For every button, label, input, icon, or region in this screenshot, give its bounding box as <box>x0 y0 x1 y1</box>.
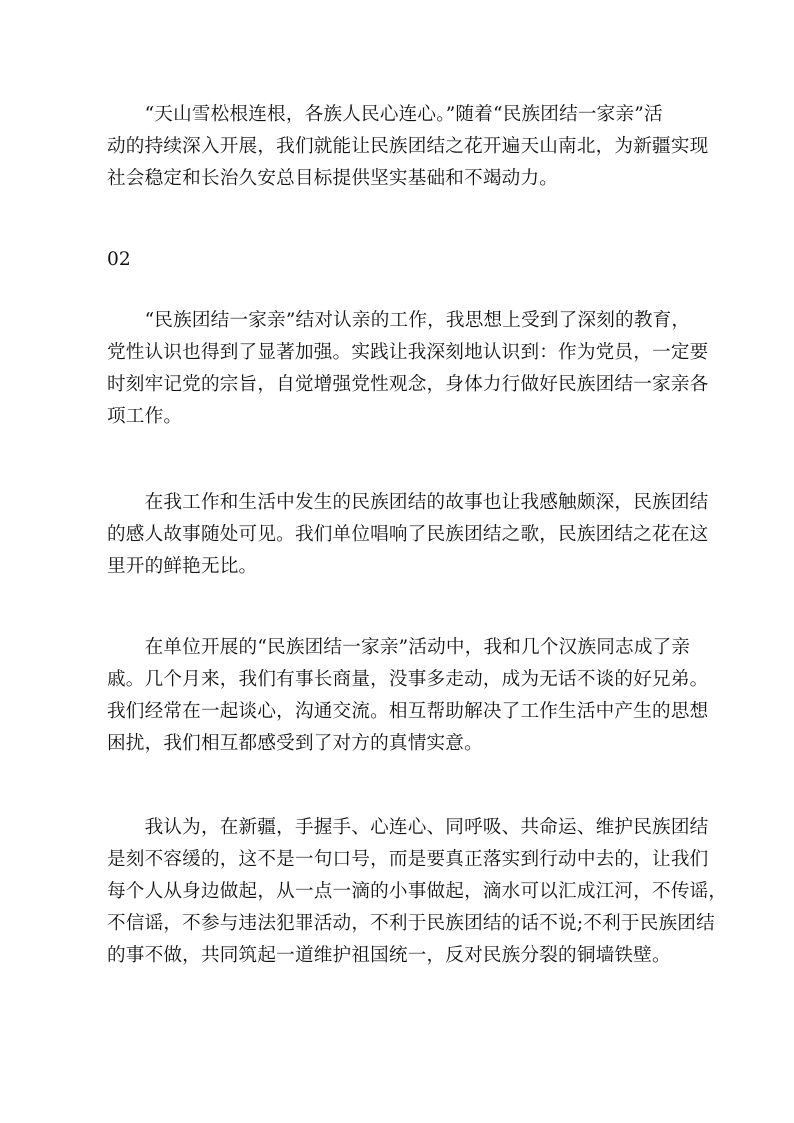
paragraph-line: 动的持续深入开展，我们就能让民族团结之花开遍天山南北，为新疆实现 <box>107 136 709 157</box>
paragraph-line: 在我工作和生活中发生的民族团结的故事也让我感触颇深，民族团结 <box>107 492 709 513</box>
paragraph-line: 党性认识也得到了显著加强。实践让我深刻地认识到：作为党员，一定要 <box>107 342 709 363</box>
paragraph-line: 的事不做，共同筑起一道维护祖国统一，反对民族分裂的铜墙铁壁。 <box>107 945 671 966</box>
paragraph-line: 是刻不容缓的，这不是一句口号，而是要真正落实到行动中去的，让我们 <box>107 849 709 870</box>
paragraph-line: 项工作。 <box>107 406 183 427</box>
paragraph-line: 社会稳定和长治久安总目标提供坚实基础和不竭动力。 <box>107 168 559 189</box>
section-number: 02 <box>107 249 131 270</box>
paragraph-party-awareness <box>107 305 707 433</box>
paragraph-line: 里开的鲜艳无比。 <box>107 556 258 577</box>
paragraph-line: 不信谣，不参与违法犯罪活动，不利于民族团结的话不说;不利于民族团结 <box>107 913 715 934</box>
intro-paragraph <box>107 99 707 195</box>
paragraph-line: 时刻牢记党的宗旨，自觉增强党性观念，身体力行做好民族团结一家亲各 <box>107 374 709 395</box>
paragraph-line: 的感人故事随处可见。我们单位唱响了民族团结之歌，民族团结之花在这 <box>107 524 709 545</box>
paragraph-line: 戚。几个月来，我们有事长商量，没事多走动，成为无话不谈的好兄弟。 <box>107 669 709 690</box>
paragraph-conclusion <box>107 812 728 972</box>
paragraph-line: 困扰，我们相互都感受到了对方的真情实意。 <box>107 733 483 754</box>
paragraph-line: “民族团结一家亲”结对认亲的工作，我思想上受到了深刻的教育， <box>107 310 691 331</box>
paragraph-unity-stories <box>107 487 707 583</box>
paragraph-line: “天山雪松根连根，各族人民心连心。”随着“民族团结一家亲”活 <box>107 104 663 125</box>
paragraph-line: 在单位开展的“民族团结一家亲”活动中，我和几个汉族同志成了亲 <box>107 637 691 658</box>
paragraph-line: 我们经常在一起谈心，沟通交流。相互帮助解决了工作生活中产生的思想 <box>107 701 709 722</box>
paragraph-line: 每个人从身边做起，从一点一滴的小事做起，滴水可以汇成江河，不传谣， <box>107 881 728 902</box>
paragraph-relatives <box>107 632 707 760</box>
paragraph-line: 我认为，在新疆，手握手、心连心、同呼吸、共命运、维护民族团结 <box>107 817 709 838</box>
